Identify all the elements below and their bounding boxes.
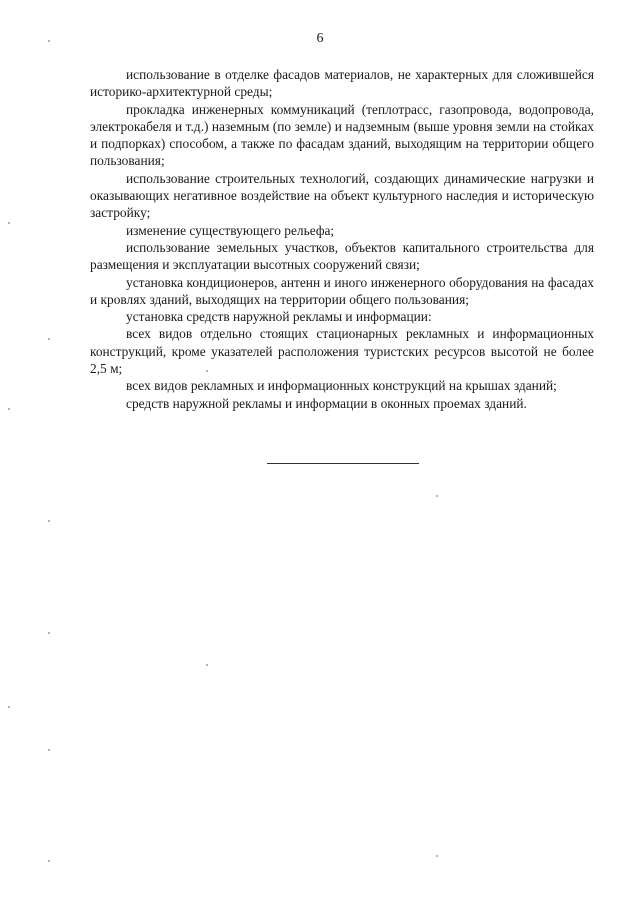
scan-speck — [48, 338, 50, 340]
scan-speck — [8, 408, 10, 410]
paragraph-utility-lines: прокладка инженерных коммуникаций (теплотрасс, газопровода, водопровода, электрокабеля и т.д.) наземным (по земле) и надземным (выше уровня земли на стойках и подпорках) способом, а также по фасадам зданий, выходящим на территории общего пользования; — [90, 101, 594, 169]
scan-speck — [48, 520, 50, 522]
paragraph-freestanding-structures: всех видов отдельно стоящих стационарных рекламных и информационных конструкций, кроме указателей расположения туристских ресурсов высотой не более 2,5 м; — [90, 326, 594, 377]
end-separator-line — [267, 463, 419, 464]
scan-speck — [48, 632, 50, 634]
document-body — [90, 66, 594, 412]
page-number: 6 — [316, 31, 324, 46]
paragraph-facade-materials: использование в отделке фасадов материалов, не характерных для сложившейся историко-архитектурной среды; — [90, 67, 594, 100]
paragraph-equipment-installation: установка кондиционеров, антенн и иного инженерного оборудования на фасадах и кровлях зданий, выходящих на территории общего пользования; — [90, 274, 594, 307]
paragraph-roof-structures: всех видов рекламных и информационных конструкций на крышах зданий; — [126, 378, 557, 394]
scan-speck — [48, 40, 50, 42]
scan-speck — [8, 706, 10, 708]
paragraph-construction-technologies: использование строительных технологий, создающих динамические нагрузки и оказывающих негативное воздействие на объект культурного наследия и историческую застройку; — [90, 170, 594, 221]
scan-speck — [48, 749, 50, 751]
scan-speck — [8, 222, 10, 224]
paragraph-advertising-heading: установка средств наружной рекламы и информации: — [126, 309, 432, 325]
paragraph-window-advertising: средств наружной рекламы и информации в оконных проемах зданий. — [126, 395, 527, 411]
scan-speck — [206, 664, 208, 666]
scan-speck — [436, 495, 438, 497]
scan-speck — [206, 370, 208, 372]
paragraph-communication-towers: использование земельных участков, объектов капитального строительства для размещения и эксплуатации высотных сооружений связи; — [90, 239, 594, 273]
scan-speck — [436, 855, 438, 857]
scan-speck — [48, 860, 50, 862]
paragraph-terrain-change: изменение существующего рельефа; — [126, 222, 335, 238]
